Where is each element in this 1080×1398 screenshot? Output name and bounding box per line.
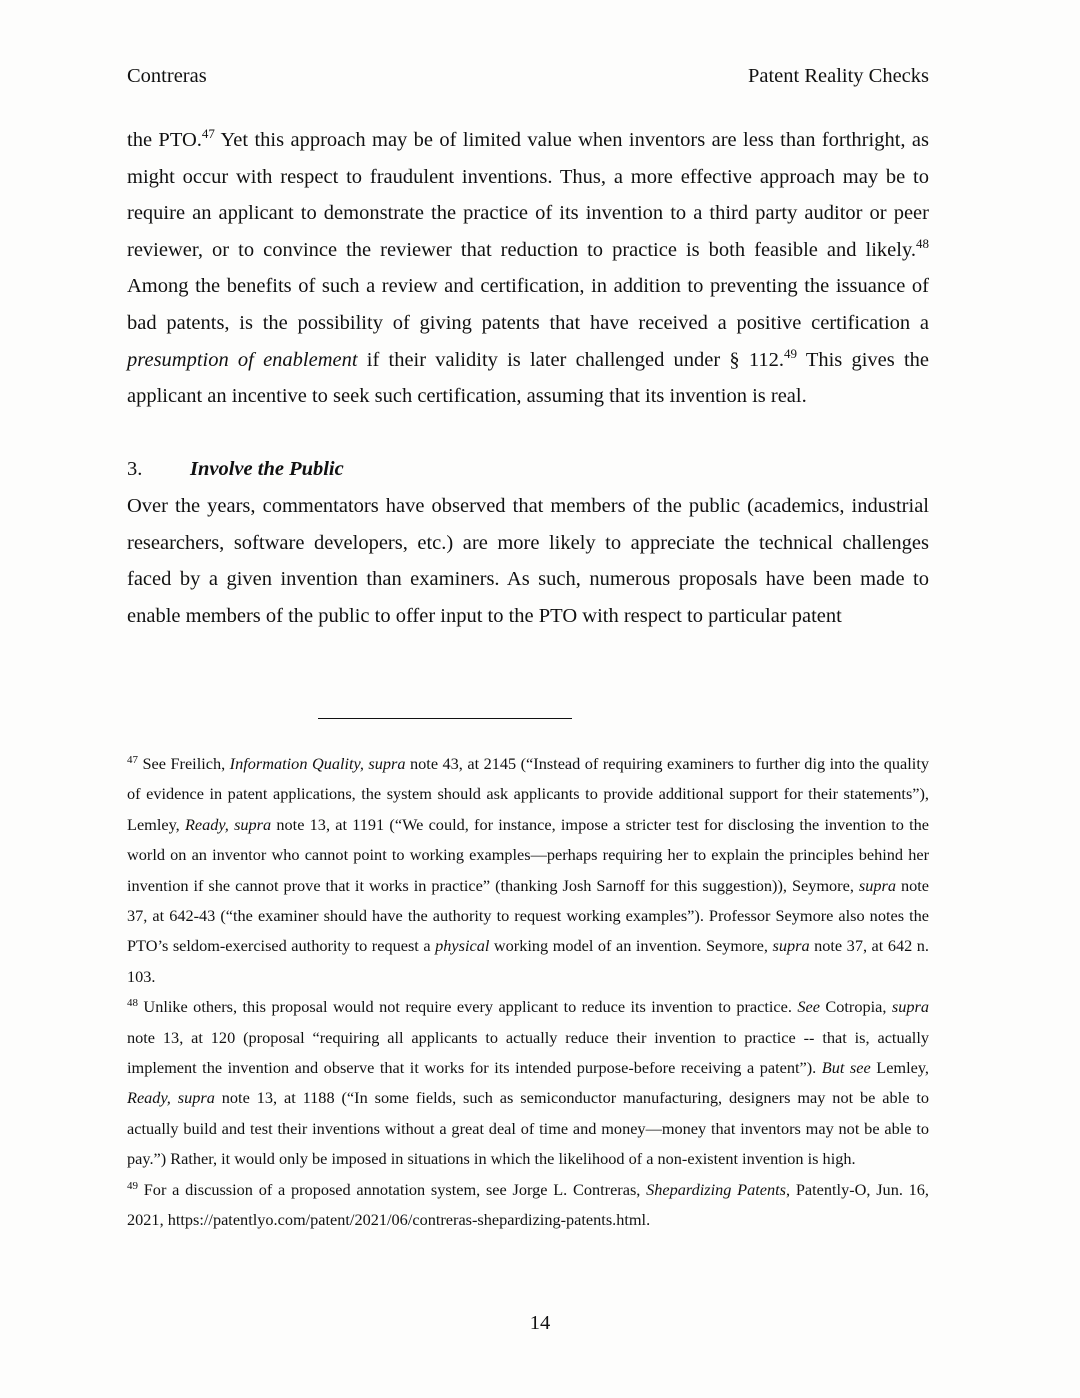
footnote-number: 47 — [127, 754, 138, 766]
header-title: Patent Reality Checks — [747, 65, 929, 87]
footnote-separator — [318, 718, 572, 719]
footnotes — [127, 749, 929, 1236]
footnote-47: $^{47}$ See Freilich, Information Quality, supra note 43, at 2145 (“Instead of requiring examiners to further dig into the quality of evidence in patent applications, the system should ask applicants to provide additional support for their statements”), Lemley, Ready, supra note 13, at 1191 (“We could, for instance, impose a stricter test for disclosing the invention to the world on an inventor who cannot point to working examples—perhaps requiring her to explain the principles behind her invention if she cannot prove that it works in practice” (thanking Josh Sarnoff for this suggestion)), Seymore, supra note 37, at 642-43 (“the examiner should have the authority to request working examples”). Professor Seymore also notes the PTO’s seldom-exercised authority to request a physical working model of an invention. Seymore, supra note 37, at 642 n. 103. — [127, 754, 930, 986]
emphasis-presumption: presumption of enablement — [127, 348, 358, 371]
section-heading — [127, 451, 929, 488]
citation-url-link[interactable]: https://patentlyo.com/patent/2021/06/contreras-shepardizing-patents.html — [167, 1210, 647, 1230]
section-number: 3. — [127, 458, 143, 481]
footnote-ref-48[interactable]: 48 — [916, 235, 929, 251]
footnote-48: $^{48}$ Unlike others, this proposal would not require every applicant to reduce its invention to practice. See Cotropia, supra note 13, at 120 (proposal “requiring all applicants to actually reduce their invention to practice -- that is, actually implement the invention and observe that it works for its intended purpose-before receiving a patent”). But see Lemley, Ready, supra note 13, at 1188 (“In some fields, such as semiconductor manufacturing, designers may not be able to actually build and test their inventions without a great deal of time and money—money that inventors may not be able to pay.”) Rather, it would only be imposed in situations in which the likelihood of a non-existent invention is high. — [127, 997, 929, 1169]
footnote-49: $^{49}$ For a discussion of a proposed annotation system, see Jorge L. Contreras, Shepardizing Patents, Patently-O, Jun. 16, 2021, https://patentlyo.com/patent/2021/06/contreras-shepardizing-patents.html. — [127, 1179, 930, 1230]
footnote-number: 49 — [127, 1179, 138, 1192]
header-author: Contreras — [127, 65, 207, 87]
section-title: Involve the Public — [190, 458, 344, 481]
paragraph-2: Over the years, commentators have observed that members of the public (academics, industrial researchers, software developers, etc.) are more likely to appreciate the technical challenges faced by a given invention than examiners. As such, numerous proposals have been made to enable members of the public to offer input to the PTO with respect to particular patent — [127, 494, 929, 627]
footnote-number: 48 — [127, 997, 138, 1010]
footnote-ref-47[interactable]: 47 — [201, 126, 215, 141]
main-text — [127, 122, 929, 634]
footnote-ref-49[interactable]: 49 — [784, 345, 797, 361]
running-header — [127, 62, 929, 90]
paragraph-1: the PTO.$^{47}$ Yet this approach may be of limited value when inventors are less than forthright, as might occur with respect to fraudulent inventions. Thus, a more effective approach may be to require an applicant to demonstrate the practice of its invention to a third party auditor or peer reviewer, or to convince the reviewer that reduction to practice is both feasible and likely.$^{48}$ Among the benefits of such a review and certification, in addition to preventing the issuance of bad patents, is the possibility of giving patents that have received a positive certification a presumption of enablement if their validity is later challenged under § 112.49 This gives the applicant an incentive to seek such certification, assuming that its invention is real. — [127, 126, 929, 408]
page-number: 14 — [529, 1312, 551, 1334]
